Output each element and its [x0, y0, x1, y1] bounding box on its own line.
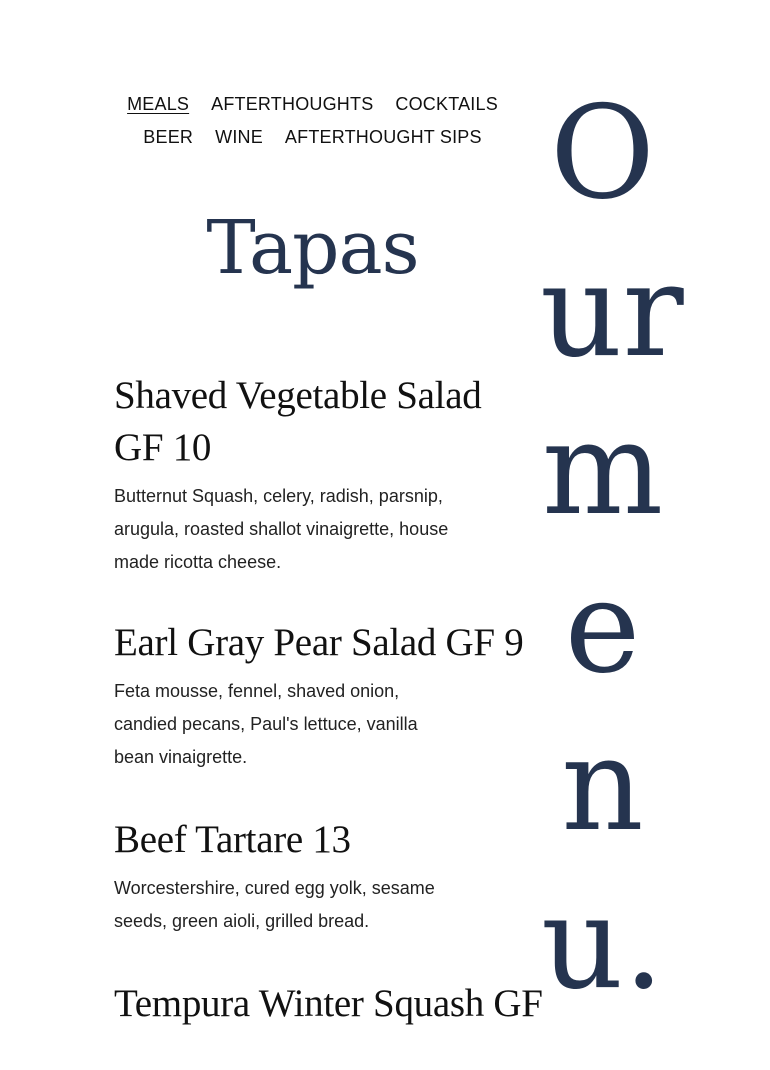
- menu-item-description: Worcestershire, cured egg yolk, sesame seeds, green aioli, grilled bread.: [114, 878, 435, 931]
- vertical-heading-letter: e: [564, 553, 641, 702]
- vertical-our-menu-heading: [540, 75, 684, 1023]
- nav-link-cocktails[interactable]: COCKTAILS: [395, 94, 498, 114]
- nav-row-2: [100, 121, 525, 154]
- menu-item-name: Beef Tartare 13: [114, 818, 351, 861]
- vertical-heading-letter: u.: [540, 869, 665, 1018]
- nav-link-wine[interactable]: WINE: [215, 127, 263, 147]
- nav-link-afterthoughts[interactable]: AFTERTHOUGHTS: [211, 94, 374, 114]
- menu-item-description: Feta mousse, fennel, shaved onion, candied pecans, Paul's lettuce, vanilla bean vinaigrette.: [114, 681, 418, 767]
- section-title: Tapas: [206, 205, 419, 291]
- nav-link-afterthought-sips[interactable]: AFTERTHOUGHT SIPS: [284, 127, 482, 147]
- menu-category-nav: [100, 88, 525, 154]
- menu-item: [114, 814, 524, 938]
- nav-row-1: [100, 88, 525, 121]
- menu-item-name: Tempura Winter Squash GF: [114, 982, 543, 1025]
- menu-item: [114, 617, 524, 774]
- menu-item: [114, 978, 543, 1030]
- menu-item-description: Butternut Squash, celery, radish, parsnip, arugula, roasted shallot vinaigrette, house made ricotta cheese.: [114, 486, 449, 572]
- menu-item-list: [114, 370, 543, 1070]
- vertical-heading-letter: O: [550, 79, 655, 228]
- menu-item-name: Earl Gray Pear Salad GF 9: [114, 621, 524, 664]
- nav-link-beer[interactable]: BEER: [143, 127, 194, 147]
- vertical-heading-letter: n: [561, 711, 644, 860]
- vertical-heading-letter: ur: [540, 237, 684, 386]
- nav-link-meals[interactable]: MEALS: [127, 94, 190, 114]
- vertical-heading-letter: m: [541, 395, 664, 544]
- menu-item-name: Shaved Vegetable Salad GF 10: [114, 374, 482, 469]
- menu-item: [114, 370, 524, 579]
